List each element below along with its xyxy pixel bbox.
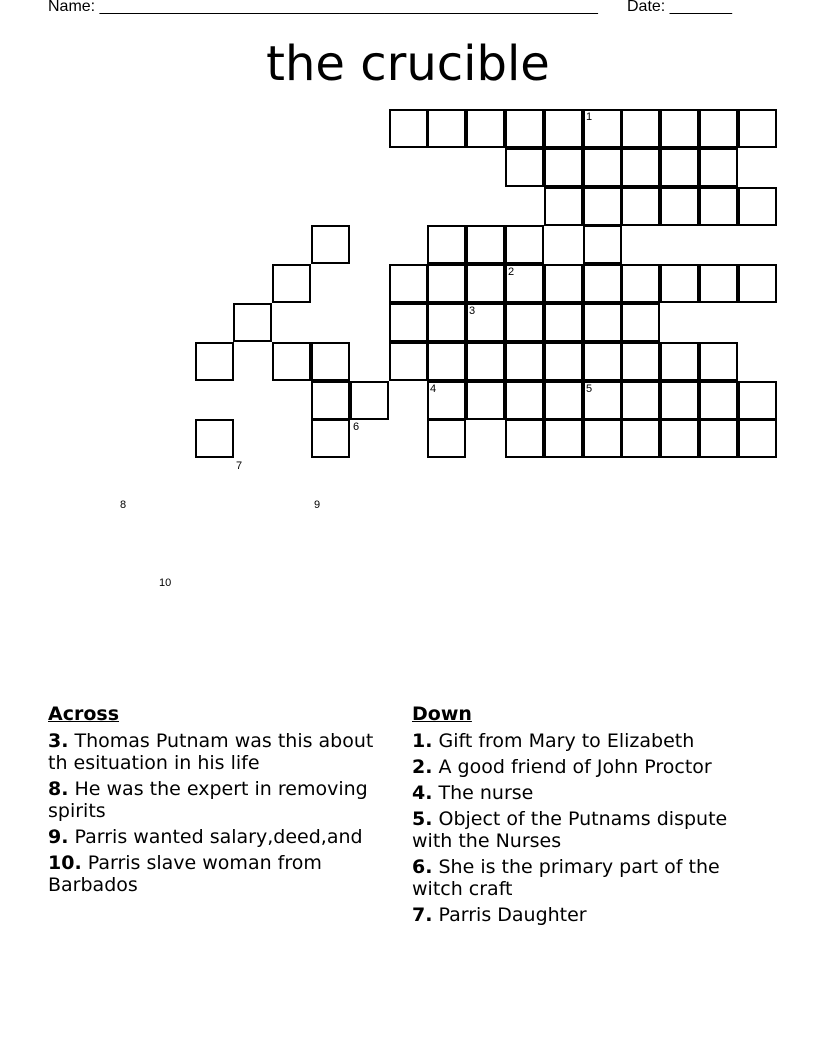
grid-cell[interactable] xyxy=(621,148,660,187)
grid-cell[interactable] xyxy=(583,264,622,303)
down-clue xyxy=(412,904,742,926)
clue-number: 7. xyxy=(412,904,433,926)
grid-cell[interactable] xyxy=(466,342,505,381)
grid-cell[interactable] xyxy=(466,264,505,303)
grid-cell[interactable] xyxy=(699,187,738,226)
cell-number: 10 xyxy=(159,577,172,589)
grid-cell[interactable] xyxy=(272,342,311,381)
grid-cell[interactable] xyxy=(660,109,699,148)
grid-cell[interactable] xyxy=(738,109,777,148)
clue-text: A good friend of John Proctor xyxy=(438,756,712,778)
clue-text: Parris Daughter xyxy=(438,904,587,926)
grid-cell[interactable] xyxy=(583,187,622,226)
grid-cell[interactable] xyxy=(544,264,583,303)
clue-text: Parris slave woman from Barbados xyxy=(48,852,322,896)
grid-cell[interactable] xyxy=(466,109,505,148)
grid-cell[interactable] xyxy=(195,419,234,458)
grid-cell[interactable] xyxy=(427,303,466,342)
grid-cell[interactable] xyxy=(544,419,583,458)
grid-cell[interactable] xyxy=(621,303,660,342)
clue-number: 10. xyxy=(48,852,82,874)
grid-cell[interactable] xyxy=(621,342,660,381)
grid-cell[interactable] xyxy=(544,109,583,148)
grid-cell[interactable] xyxy=(505,419,544,458)
grid-cell[interactable] xyxy=(699,419,738,458)
grid-cell[interactable] xyxy=(233,303,272,342)
clue-text: Gift from Mary to Elizabeth xyxy=(438,730,695,752)
cell-number: 8 xyxy=(120,499,127,511)
grid-cell[interactable] xyxy=(738,187,777,226)
grid-cell[interactable] xyxy=(699,264,738,303)
clue-number: 2. xyxy=(412,756,433,778)
date-field[interactable]: Date: _______ xyxy=(627,0,732,15)
grid-cell[interactable] xyxy=(660,342,699,381)
grid-cell[interactable] xyxy=(583,109,622,148)
cell-number: 5 xyxy=(586,383,593,395)
clue-text: Parris wanted salary,deed,and xyxy=(74,826,363,848)
across-heading: Across xyxy=(48,703,120,725)
grid-cell[interactable] xyxy=(466,381,505,420)
cell-number: 2 xyxy=(508,266,515,278)
grid-cell[interactable] xyxy=(350,381,389,420)
grid-cell[interactable] xyxy=(505,109,544,148)
grid-cell[interactable] xyxy=(311,381,350,420)
grid-cell[interactable] xyxy=(738,264,777,303)
name-field[interactable]: Name: ________________________________________________________ xyxy=(48,0,598,15)
page-title: the crucible xyxy=(266,36,550,92)
grid-cell[interactable] xyxy=(699,148,738,187)
grid-cell[interactable] xyxy=(583,342,622,381)
grid-cell[interactable] xyxy=(544,187,583,226)
down-clue xyxy=(412,756,742,778)
clue-number: 6. xyxy=(412,856,433,878)
clue-number: 9. xyxy=(48,826,69,848)
grid-cell[interactable] xyxy=(699,109,738,148)
grid-cell[interactable] xyxy=(389,109,428,148)
clue-text: She is the primary part of the witch craft xyxy=(412,856,720,900)
grid-cell[interactable] xyxy=(621,187,660,226)
grid-cell[interactable] xyxy=(311,225,350,264)
grid-cell[interactable] xyxy=(660,419,699,458)
down-clue xyxy=(412,856,742,900)
grid-cell[interactable] xyxy=(195,342,234,381)
clue-number: 4. xyxy=(412,782,433,804)
cell-number: 6 xyxy=(353,421,360,433)
grid-cell[interactable] xyxy=(389,342,428,381)
grid-cell[interactable] xyxy=(699,381,738,420)
grid-cell[interactable] xyxy=(660,264,699,303)
grid-cell[interactable] xyxy=(427,109,466,148)
across-clues xyxy=(48,701,378,900)
down-heading: Down xyxy=(412,703,472,725)
grid-cell[interactable] xyxy=(311,342,350,381)
grid-cell[interactable] xyxy=(505,225,544,264)
down-clue xyxy=(412,782,742,804)
clue-number: 8. xyxy=(48,778,69,800)
down-clue xyxy=(412,808,742,852)
grid-cell[interactable] xyxy=(427,264,466,303)
clue-number: 5. xyxy=(412,808,433,830)
grid-cell[interactable] xyxy=(660,187,699,226)
across-clue xyxy=(48,730,378,774)
clue-text: The nurse xyxy=(438,782,534,804)
grid-cell[interactable] xyxy=(583,419,622,458)
clue-number: 3. xyxy=(48,730,69,752)
grid-cell[interactable] xyxy=(583,148,622,187)
clue-text: Thomas Putnam was this about th esituation in his life xyxy=(48,730,374,774)
grid-cell[interactable] xyxy=(544,303,583,342)
grid-cell[interactable] xyxy=(621,419,660,458)
grid-cell[interactable] xyxy=(699,342,738,381)
grid-cell[interactable] xyxy=(544,381,583,420)
grid-cell[interactable] xyxy=(505,381,544,420)
clue-text: Object of the Putnams dispute with the Nurses xyxy=(412,808,728,852)
across-clue xyxy=(48,826,378,848)
grid-cell[interactable] xyxy=(621,264,660,303)
grid-cell[interactable] xyxy=(544,148,583,187)
cell-number: 3 xyxy=(469,305,476,317)
grid-cell[interactable] xyxy=(660,381,699,420)
grid-cell[interactable] xyxy=(660,148,699,187)
grid-cell[interactable] xyxy=(427,225,466,264)
grid-cell[interactable] xyxy=(505,148,544,187)
grid-cell[interactable] xyxy=(583,303,622,342)
grid-cell[interactable] xyxy=(621,381,660,420)
across-clue xyxy=(48,852,378,896)
across-clue xyxy=(48,778,378,822)
grid-cell[interactable] xyxy=(466,303,505,342)
cell-number: 7 xyxy=(236,460,243,472)
grid-cell[interactable] xyxy=(583,381,622,420)
clue-text: He was the expert in removing spirits xyxy=(48,778,368,822)
grid-cell[interactable] xyxy=(427,381,466,420)
grid-cell[interactable] xyxy=(427,419,466,458)
cell-number: 9 xyxy=(314,499,321,511)
grid-cell[interactable] xyxy=(389,303,428,342)
grid-cell[interactable] xyxy=(505,303,544,342)
cell-number: 1 xyxy=(586,111,593,123)
grid-cell[interactable] xyxy=(505,264,544,303)
cell-number: 4 xyxy=(430,383,437,395)
grid-cell[interactable] xyxy=(427,342,466,381)
grid-cell[interactable] xyxy=(738,419,777,458)
down-clue xyxy=(412,730,742,752)
clue-number: 1. xyxy=(412,730,433,752)
grid-cell[interactable] xyxy=(311,419,350,458)
grid-cell[interactable] xyxy=(272,264,311,303)
grid-cell[interactable] xyxy=(544,342,583,381)
grid-cell[interactable] xyxy=(389,264,428,303)
down-clues xyxy=(412,701,742,930)
grid-cell[interactable] xyxy=(621,109,660,148)
grid-cell[interactable] xyxy=(505,342,544,381)
grid-cell[interactable] xyxy=(466,225,505,264)
grid-cell[interactable] xyxy=(738,381,777,420)
grid-cell[interactable] xyxy=(583,225,622,264)
